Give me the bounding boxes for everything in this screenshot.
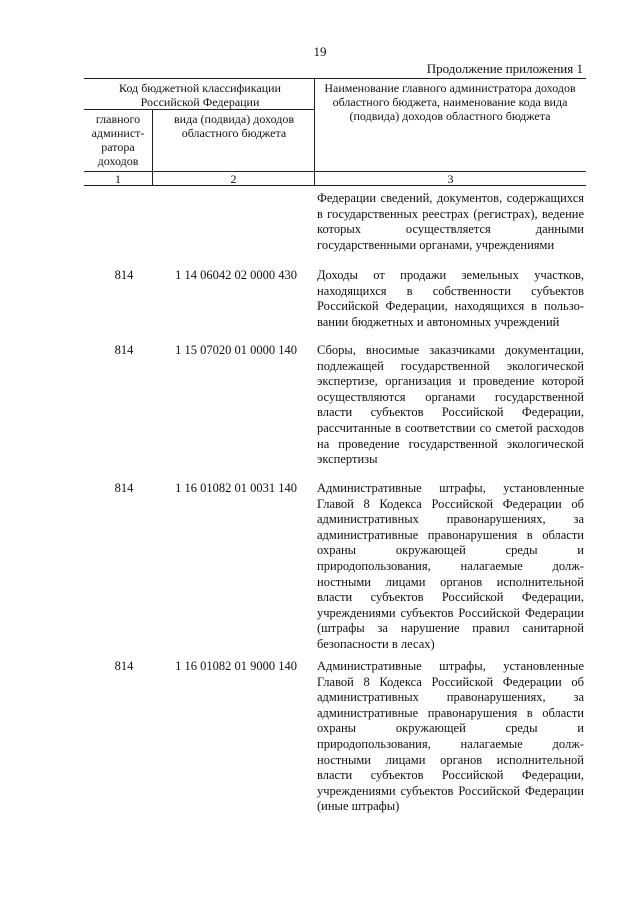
- header-top-border: [84, 78, 586, 79]
- col2-label: вида (подвида) доходов областного бюджета: [174, 112, 294, 140]
- code-group-label: Код бюджетной классификации Российской Федерации: [119, 81, 281, 109]
- row-description: Сборы, вносимые заказчиками документации, подлежащей государственной экологической экспертизе, организация и проведение которой осуществляются органами государственной власти субъектов Российской Федерации, рассчитанные в соответствии со сметой расходов на проведение государственной экологической экспертизы: [317, 343, 584, 467]
- row-admin-code: 814: [114, 659, 134, 673]
- col2-number: 2: [230, 172, 237, 186]
- row-budget-code: 1 14 06042 02 0000 430: [175, 268, 297, 282]
- table-header: [84, 78, 586, 186]
- row-budget-code: 1 15 07020 01 0000 140: [175, 343, 297, 357]
- row-description: Доходы от продажи земельных участков, находящихся в собственности субъектов Российской Федерации, находящихся в пользо-вании бюджетных и автономных учреждений: [317, 268, 584, 329]
- col1-number: 1: [115, 172, 121, 186]
- row-description: Федерации сведений, документов, содержащихся в государственных реестрах (регистрах), ведение которых осуществляется данными государственными органами, учреждениями: [317, 191, 584, 252]
- row-budget-code: 1 16 01082 01 0031 140: [175, 481, 297, 495]
- col3-number: 3: [447, 172, 454, 186]
- row-admin-code: 814: [114, 343, 134, 357]
- header-group-border: [84, 109, 314, 110]
- continuation-label: Продолжение приложения 1: [426, 61, 583, 76]
- row-description: Административные штрафы, установленные Главой 8 Кодекса Российской Федерации об административных правонарушениях, за административные правонарушения в области охраны окружающей среды и природопользования, налагаемые долж-ностными лицами органов исполнительной власти субъектов Российской Федерации, учреждениями субъектов Российской Федерации (иные штрафы): [317, 659, 584, 814]
- header-divider-2: [314, 78, 315, 186]
- row-description: Административные штрафы, установленные Главой 8 Кодекса Российской Федерации об административных правонарушениях, за административные правонарушения в области охраны окружающей среды и природопользования, налагаемые долж-ностными лицами органов исполнительной власти субъектов Российской Федерации, учреждениями субъектов Российской Федерации (штрафы за нарушение правил санитарной безопасности в лесах): [317, 481, 584, 651]
- row-admin-code: 814: [114, 268, 134, 282]
- row-admin-code: 814: [114, 481, 134, 495]
- col3-label: Наименование главного администратора доходов областного бюджета, наименование кода вида (подвида) доходов областного бюджета: [324, 81, 576, 123]
- col1-label: главного админист-ратора доходов: [91, 112, 145, 168]
- row-budget-code: 1 16 01082 01 9000 140: [175, 659, 297, 673]
- page-number: 19: [313, 44, 327, 59]
